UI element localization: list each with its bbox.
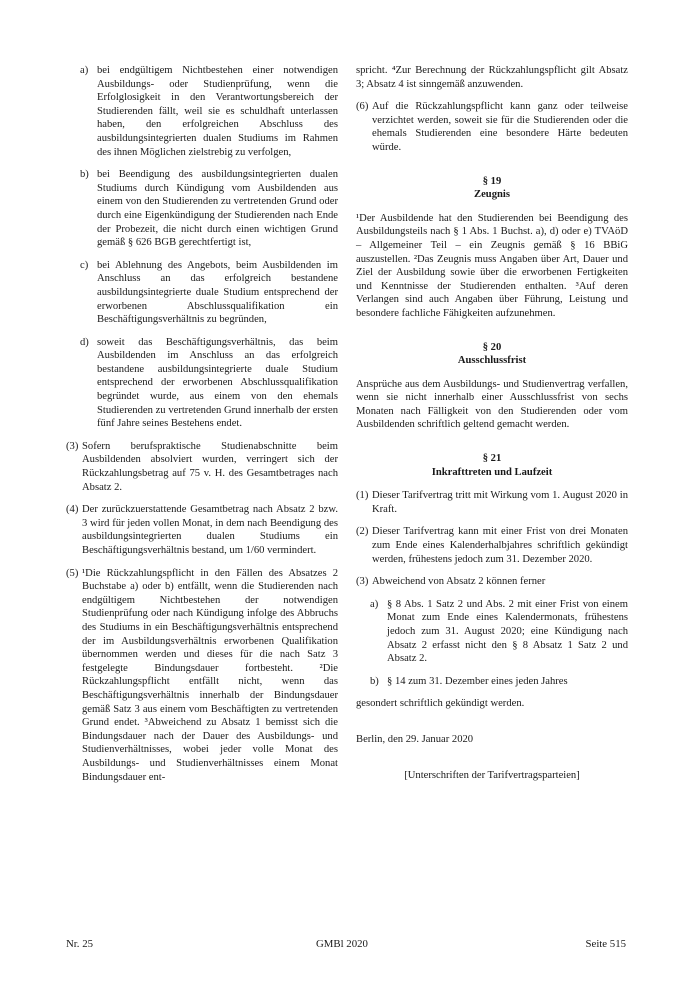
paragraph-text: Dieser Tarifvertrag tritt mit Wirkung vom 1. August 2020 in Kraft.: [372, 490, 628, 515]
list-text: bei Beendigung des ausbildungsintegrierten dualen Studiums durch Kündigung vom Ausbildenden aus einem von den Studierenden zu vertretenden Grund oder durch eine Eigenkündigung der Studierenden nach Ende der Probezeit, die nicht durch einen wichtigen Grund gemäß § 626 BGB gerechtfertigt ist,: [97, 169, 338, 249]
publication-name: GMBl 2020: [316, 938, 368, 950]
paragraph-number: (3): [356, 576, 369, 588]
list-marker: a): [80, 65, 89, 76]
section-heading: Inkrafttreten und Laufzeit: [431, 466, 553, 478]
paragraph-number: (4): [66, 504, 79, 516]
paragraph-3: [66, 440, 338, 494]
date-line: Berlin, den 29. Januar 2020: [356, 733, 474, 745]
section-21-item-b: [370, 675, 628, 689]
paragraph-number: (2): [356, 526, 369, 538]
paragraph-number: (6): [356, 101, 369, 113]
list-item-d: [80, 336, 338, 431]
section-21-paragraph-1: [356, 489, 628, 516]
section-20-text: Ansprüche aus dem Ausbildungs- und Studienvertrag verfallen, wenn sie nicht innerhalb einer Ausschlussfrist von sechs Monaten nach Fälligkeit von den Studierenden oder vom Ausbildenden schriftlich geltend gemacht werden.: [356, 378, 628, 431]
list-marker: b): [370, 675, 379, 687]
left-column: [66, 64, 338, 793]
section-19-header: [356, 175, 628, 202]
section-number: § 21: [482, 453, 502, 465]
paragraph-text: Dieser Tarifvertrag kann mit einer Frist von drei Monaten zum Ende eines Kalenderhalbjahres schriftlich gekündigt werden, frühestens jedoch zum 31. Dezember 2020.: [372, 526, 628, 565]
list-marker: b): [80, 169, 89, 181]
list-text: bei Ablehnung des Angebots, beim Ausbildenden im Anschluss an das erfolgreich bestandene ausbildungsintegrierte duale Studium entsprechend der erworbenen Abschlussqualifikation ein Beschäftigungsverhältnis zu begründen,: [97, 259, 338, 326]
list-marker: d): [80, 336, 89, 348]
issue-number: Nr. 25: [66, 938, 93, 950]
paragraph-text: Auf die Rückzahlungspflicht kann ganz oder teilweise verzichtet werden, soweit sie für die Studierenden oder die ehemals Studierenden eine besondere Härte bedeuten würde.: [372, 101, 628, 153]
section-19-text: ¹Der Ausbildende hat den Studierenden bei Beendigung des Ausbildungsteils nach § 1 Abs. 1 Buchst. a), d) oder e) TVAöD – Allgemeiner Teil – ein Zeugnis gemäß § 16 BBiG auszustellen. ²Das Zeugnis muss Angaben über Art, Dauer und Ziel der Ausbildung sowie über die erworbenen Fertigkeiten und Kenntnisse der Studierenden enthalten. ³Auf deren Verlangen sind auch Angaben über Führung, Leistung und besondere fachliche Fähigkeiten aufzunehmen.: [356, 212, 628, 319]
section-number: § 20: [482, 341, 502, 353]
section-heading: Ausschlussfrist: [457, 355, 527, 367]
paragraph-5-continuation: spricht. ⁴Zur Berechnung der Rückzahlungspflicht gilt Absatz 3; Absatz 4 ist sinngemäß anzuwenden.: [356, 65, 628, 90]
list-marker: c): [80, 259, 89, 271]
signature-placeholder: [Unterschriften der Tarifvertragsparteien]: [404, 769, 580, 781]
list-item-b: [80, 168, 338, 250]
right-column: [356, 64, 628, 782]
paragraph-text: Sofern berufspraktische Studienabschnitte beim Ausbildenden absolviert wurden, verringert sich der Rückzahlungsbetrag auf 75 v. H. des Gesamtbetrages nach Absatz 2.: [82, 440, 338, 493]
list-text: bei endgültigem Nichtbestehen einer notwendigen Ausbildungs- oder Studienprüfung, wenn die Erfolglosigkeit in den Verantwortungsbereich der Studierenden fällt, weil sie es schuldhaft unterlassen haben, den erfolgreichen Abschluss des ausbildungsintegrierten dualen Studiums im Rahmen des ihnen Möglichen zielstrebig zu verfolgen,: [97, 65, 338, 158]
section-20-header: [356, 341, 628, 368]
section-21-header: [356, 452, 628, 479]
section-heading: Zeugnis: [474, 189, 510, 201]
page-number: Seite 515: [585, 938, 626, 950]
paragraph-text: Abweichend von Absatz 2 können ferner: [372, 576, 546, 588]
list-marker: a): [370, 598, 379, 610]
paragraph-number: (3): [66, 440, 79, 452]
paragraph-text: ¹Die Rückzahlungspflicht in den Fällen des Absatzes 2 Buchstabe a) oder b) entfällt, wenn die Studierenden nach endgültigem Nichtbestehen der notwendigen Studienprüfung oder nach Kündigung infolge des Abbruchs des Studiums in ein Beschäftigungsverhältnis entsprechend der im Ausbildungsverhältnis erworbenen Qualifikation übernommen werden und dieses für die nach Satz 3 festgelegte Bindungsdauer fortbesteht. ²Die Rückzahlungspflicht entfällt nicht, wenn das Beschäftigungsverhältnis innerhalb der Bindungsdauer gemäß Satz 3 aus einem vom Beschäftigten zu vertretenden Grund endet. ³Abweichend zu Absatz 1 bemisst sich die Bindungsdauer nach der Dauer des Ausbildungs- und Studienverhältnisses, wobei jeder volle Monat des Ausbildungs- und Studienverhältnisses einem Monat Bindungsdauer ent-: [82, 567, 338, 783]
section-21-closing: gesondert schriftlich gekündigt werden.: [356, 698, 525, 710]
paragraph-number: (5): [66, 567, 79, 579]
list-item-a: [80, 64, 338, 159]
section-number: § 19: [482, 175, 502, 187]
list-text: § 8 Abs. 1 Satz 2 und Abs. 2 mit einer Frist von einem Monat zum Ende eines Kalendermonats, frühestens jedoch zum 31. August 2020; eine Kündigung nach Absatz 2 erfasst nicht den § 8 Absatz 1 Satz 2 und Absatz 2.: [387, 598, 628, 665]
paragraph-4: [66, 503, 338, 557]
paragraph-text: Der zurückzuerstattende Gesamtbetrag nach Absatz 2 bzw. 3 wird für jeden vollen Monat, in dem nach Beendigung des ausbildungsintegrierten dualen Studiums ein Beschäftigungsverhältnis bestand, um 1/60 vermindert.: [82, 504, 338, 556]
paragraph-5: [66, 567, 338, 785]
list-text: § 14 zum 31. Dezember eines jeden Jahres: [387, 675, 568, 687]
section-21-paragraph-3: [356, 575, 628, 589]
section-21-item-a: [370, 598, 628, 666]
paragraph-number: (1): [356, 490, 369, 502]
list-text: soweit das Beschäftigungsverhältnis, das beim Ausbildenden im Anschluss an das erfolgreich bestandene ausbildungsintegrierte duale Studium entsprechend der erworbenen Abschlussqualifikation begründet wurde, aus einem von den ehemals Studierenden zu vertretenden Grund innerhalb der ersten fünf Jahre seines Bestehens endet.: [97, 336, 338, 430]
section-21-paragraph-2: [356, 525, 628, 566]
list-item-c: [80, 259, 338, 327]
paragraph-6: [356, 100, 628, 154]
